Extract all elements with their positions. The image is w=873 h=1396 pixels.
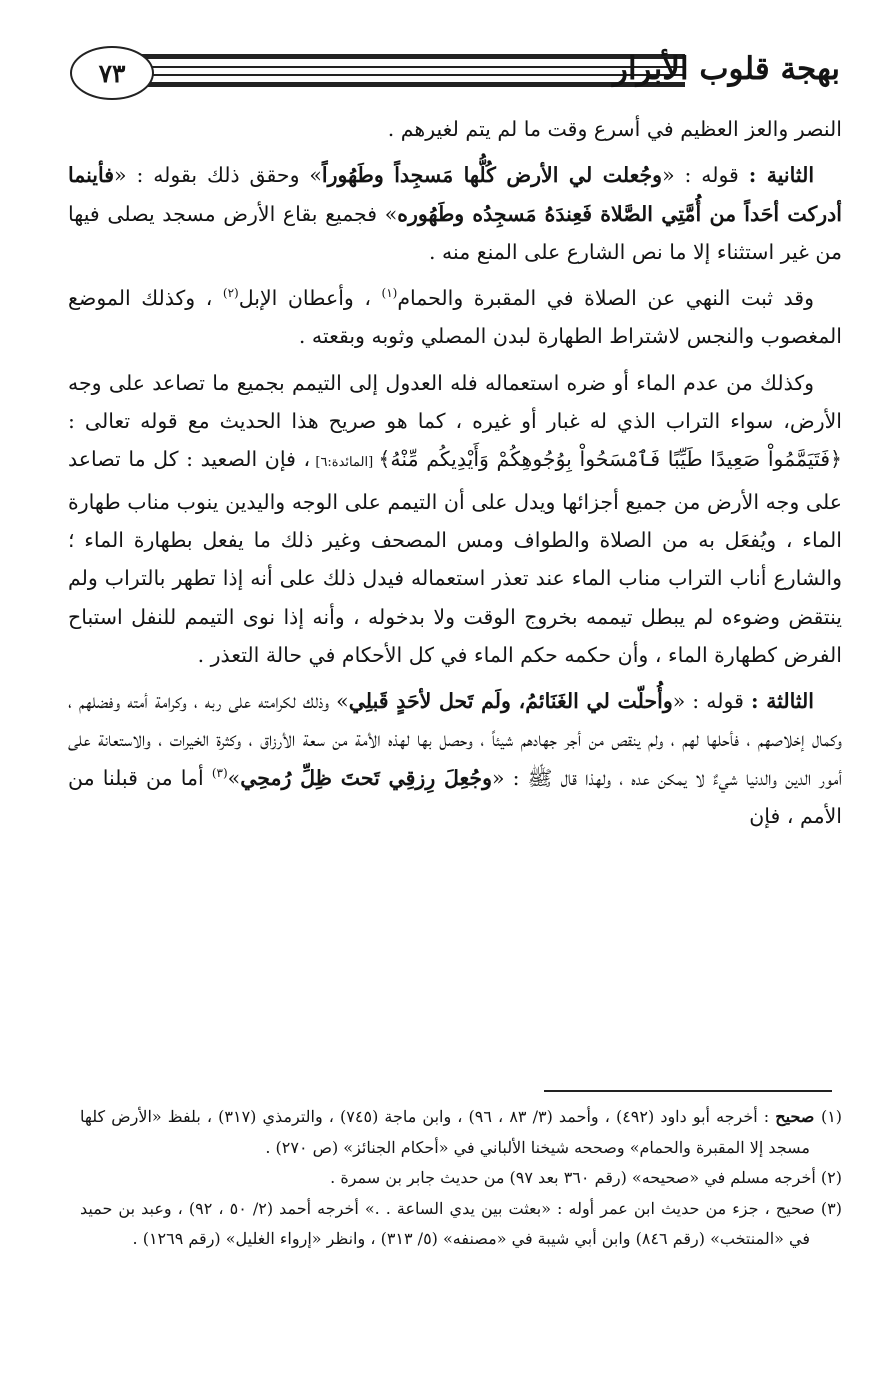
- paragraph-4: [68, 364, 842, 674]
- footnote-grade: صحيح: [775, 1107, 821, 1126]
- footnote-text: صحيح ، جزء من حديث ابن عمر أوله : «بعثت بين يدي الساعة . .» أخرجه أحمد (٢/ ٥٠ ، ٩٢) ، وعبد بن حميد في «المنتخب» (رقم ٨٤٦) وابن أبي شيبة في «مصنفه» (٥/ ٣١٣) ، وانظر «إرواء الغليل» (رقم ١٢٦٩) .: [80, 1198, 821, 1248]
- paragraph-text: » وذلك لكرامته على ربه ، وكرامة أمته وفضلهم ، وكمال إخلاصهم ، فأحلها لهم ، ولم ينقص من أجر جهادهم شيئاً ، وحصل بها لهذه الأمة من سعة الأرزاق ، وكثرة الخيرات ، والاستعانة على أمور الدين والدنيا شيءٌ لا يمكن عده ، ولهذا قال ﷺ : «: [68, 689, 842, 790]
- paragraph-2: [68, 156, 842, 271]
- verse-reference: [المائدة:٦]: [310, 455, 379, 471]
- paragraph-text: » وحقق ذلك بقوله : «: [114, 163, 322, 188]
- paragraph-text: »: [227, 765, 241, 790]
- main-text: [68, 110, 842, 843]
- section-label: الثانية :: [748, 163, 815, 188]
- footnote-number: (١): [820, 1107, 843, 1126]
- paragraph-text: أما من قبلنا من الأمم ، فإن: [68, 765, 842, 829]
- footnote-marker: (٣): [211, 765, 228, 780]
- footnote-1: [80, 1102, 842, 1163]
- hadith-quote: وجُعِلَ رِزقِي تَحتَ ظِلِّ رُمحِي: [240, 765, 492, 790]
- footnotes: [80, 1102, 842, 1255]
- footnote-number: (٣): [820, 1198, 843, 1218]
- paragraph-text: ، وكذلك الموضع المغصوب والنجس لاشتراط الطهارة لبدن المصلي وثوبه وبقعته .: [68, 286, 842, 349]
- paragraph-text: وقد ثبت النهي عن الصلاة في المقبرة والحمام: [397, 286, 814, 311]
- footnote-marker: (٢): [222, 286, 239, 301]
- paragraph-3: [68, 279, 842, 356]
- page-header: [70, 38, 840, 108]
- hadith-quote: وجُعلت لي الأرض كُلُّها مَسجِداً وطَهُوراً: [321, 163, 663, 188]
- footnote-marker: (١): [381, 286, 398, 301]
- footnote-2: [80, 1163, 842, 1194]
- paragraph-text: وكذلك من عدم الماء أو ضره استعماله فله العدول إلى التيمم بجميع ما تصاعد على وجه الأرض، سواء التراب الذي له غبار أو غيره ، كما هو صريح هذا الحديث مع قوله تعالى :: [68, 370, 842, 434]
- header-ornament-rules: [140, 54, 685, 88]
- paragraph-text: ، فإن الصعيد : كل ما تصاعد على وجه الأرض من جميع أجزائها ويدل على أن التيمم على الوجه واليدين ينوب مناب طهارة الماء ، ويُفعَل به من الصلاة والطواف ومس المصحف وغير ذلك ما يفعل بطهارة الماء ؛ والشارع أناب التراب مناب الماء عند تعذر استعماله فيدل ذلك على أنه إذا تطهر بالتراب ولم ينتقض وضوءه لم يبطل تيممه بخروج الوقت ولا بدخوله ، وأنه إذا نوى التيمم للنفل استباح الفرض كطهارة الماء ، وأن حكمه حكم الماء في كل الأحكام في حالة التعذر .: [68, 447, 842, 667]
- header-rule: [140, 66, 685, 68]
- footnote-text: : أخرجه أبو داود (٤٩٢) ، وأحمد (٣/ ٨٣ ، ٩٦) ، وابن ماجة (٧٤٥) ، والترمذي (٣١٧) ، بلفظ «الأرض كلها مسجد إلا المقبرة والحمام» وصححه شيخنا الألباني في «أحكام الجنائز» (ص ٢٧٠) .: [80, 1107, 810, 1157]
- paragraph-text: قوله : «: [672, 689, 751, 714]
- paragraph-5: [68, 682, 842, 835]
- footnote-separator: [544, 1090, 832, 1092]
- footnote-3: [80, 1194, 842, 1255]
- book-title: بهجة قلوب الأبرار: [612, 51, 840, 87]
- paragraph-text: قوله : «: [662, 163, 749, 188]
- footnote-text: أخرجه مسلم في «صحيحه» (رقم ٣٦٠ بعد ٩٧) من حديث جابر بن سمرة .: [330, 1168, 821, 1187]
- paragraph-text: ، وأعطان الإبل: [238, 286, 382, 311]
- page-number: ٧٣: [70, 46, 154, 100]
- hadith-quote: وأُحلّت لي الغَنَائمُ، ولَم تَحل لأحَدٍ قَبلِي: [348, 689, 673, 714]
- paragraph-text: النصر والعز العظيم في أسرع وقت ما لم يتم لغيرهم .: [387, 117, 842, 141]
- header-rule: [140, 54, 685, 59]
- quran-verse: ﴿فَتَيَمَّمُواْ صَعِيدًا طَيِّبًا فَٱمْسَحُواْ بِوُجُوهِكُمْ وَأَيْدِيكُم مِّنْهُ﴾: [378, 447, 843, 472]
- paragraph-text: » فجميع بقاع الأرض مسجد يصلى فيها من غير استثناء إلا ما نص الشارع على المنع منه .: [68, 201, 842, 264]
- footnote-number: (٢): [820, 1168, 842, 1187]
- header-rule: [140, 74, 685, 76]
- section-label: الثالثة :: [750, 689, 814, 714]
- hadith-quote: فأينما أدركت أحَداً من أُمَّتِي الصَّلاة فَعِندَهُ مَسجِدُه وطَهُوره: [68, 163, 842, 226]
- paragraph-1: [68, 110, 842, 148]
- header-rule: [140, 82, 685, 87]
